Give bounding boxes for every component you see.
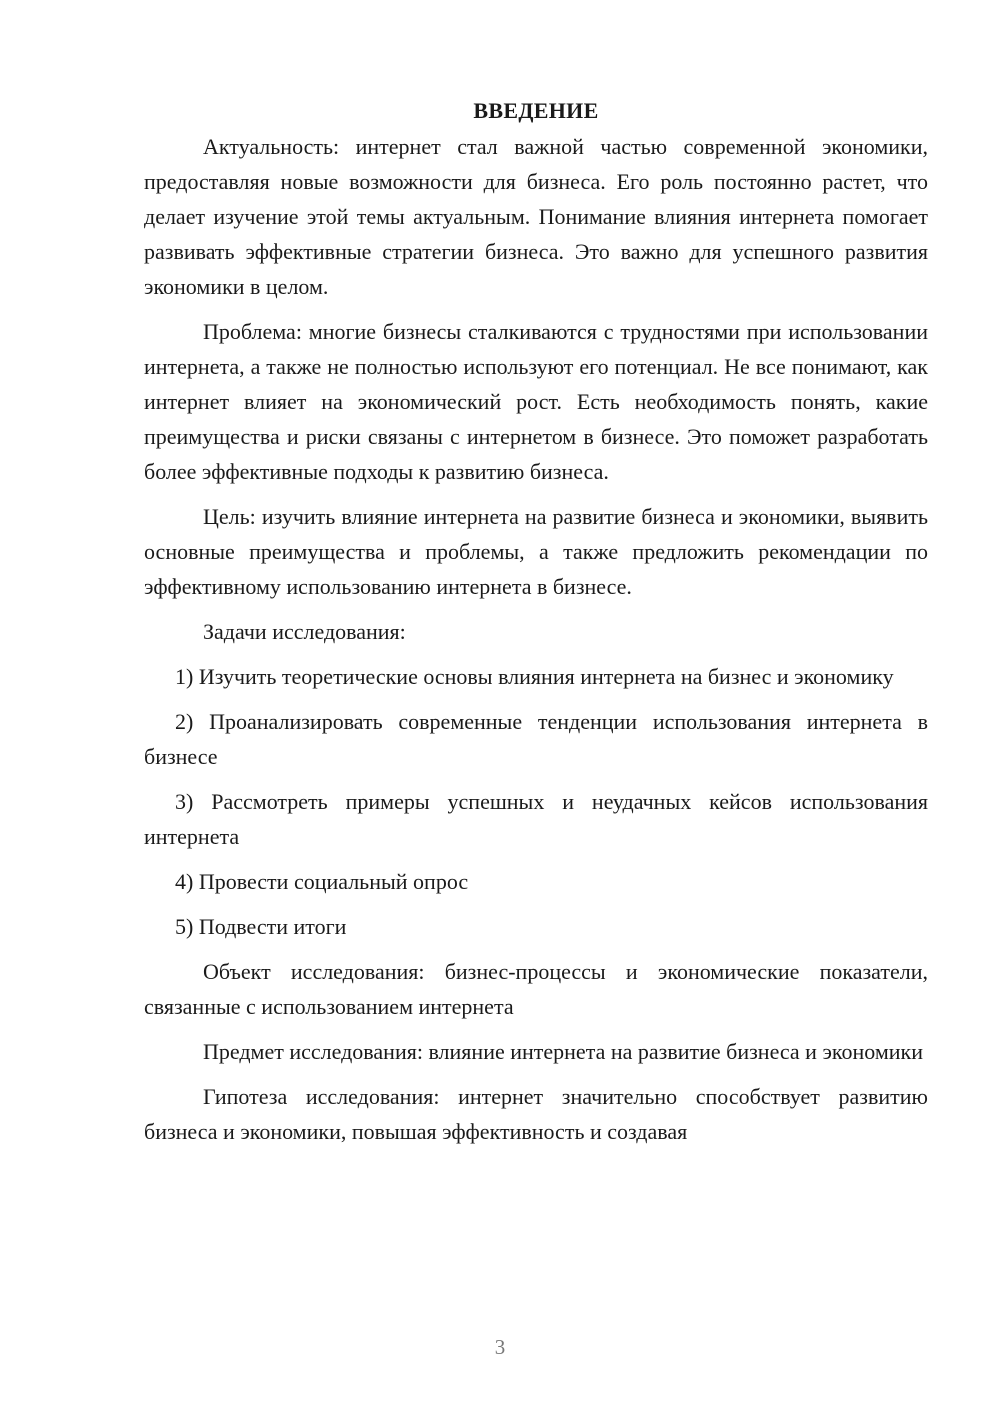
paragraph-goal: Цель: изучить влияние интернета на развитие бизнеса и экономики, выявить основные преимущества и проблемы, а также предложить рекомендации по эффективному использованию интернета в бизнесе. [144,504,928,599]
paragraph-problem: Проблема: многие бизнесы сталкиваются с трудностями при использовании интернета, а также не полностью используют его потенциал. Не все понимают, как интернет влияет на экономический рост. Есть необходимость понять, какие преимущества и риски связаны с интернетом в бизнесе. Это поможет разработать более эффективные подходы к развитию бизнеса. [144,319,928,484]
task-item-4: 4) Провести социальный опрос [175,869,469,894]
paragraph-hypothesis: Гипотеза исследования: интернет значительно способствует развитию бизнеса и экономики, повышая эффективность и создавая [144,1084,928,1144]
page-number: 3 [494,1335,506,1359]
paragraph-relevance: Актуальность: интернет стал важной частью современной экономики, предоставляя новые возможности для бизнеса. Его роль постоянно растет, что делает изучение этой темы актуальным. Понимание влияния интернета помогает развивать эффективные стратегии бизнеса. Это важно для успешного развития экономики в целом. [144,134,928,299]
task-item-3: 3) Рассмотреть примеры успешных и неудачных кейсов использования интернета [144,789,928,849]
section-heading: ВВЕДЕНИЕ [473,98,599,123]
paragraph-subject: Предмет исследования: влияние интернета на развитие бизнеса и экономики [203,1039,923,1064]
task-item-2: 2) Проанализировать современные тенденции использования интернета в бизнесе [144,709,928,769]
paragraph-object: Объект исследования: бизнес-процессы и экономические показатели, связанные с использованием интернета [144,959,928,1019]
task-item-5: 5) Подвести итоги [175,914,347,939]
task-item-1: 1) Изучить теоретические основы влияния интернета на бизнес и экономику [175,664,894,689]
tasks-title: Задачи исследования: [203,619,406,644]
page-content [144,94,928,1149]
